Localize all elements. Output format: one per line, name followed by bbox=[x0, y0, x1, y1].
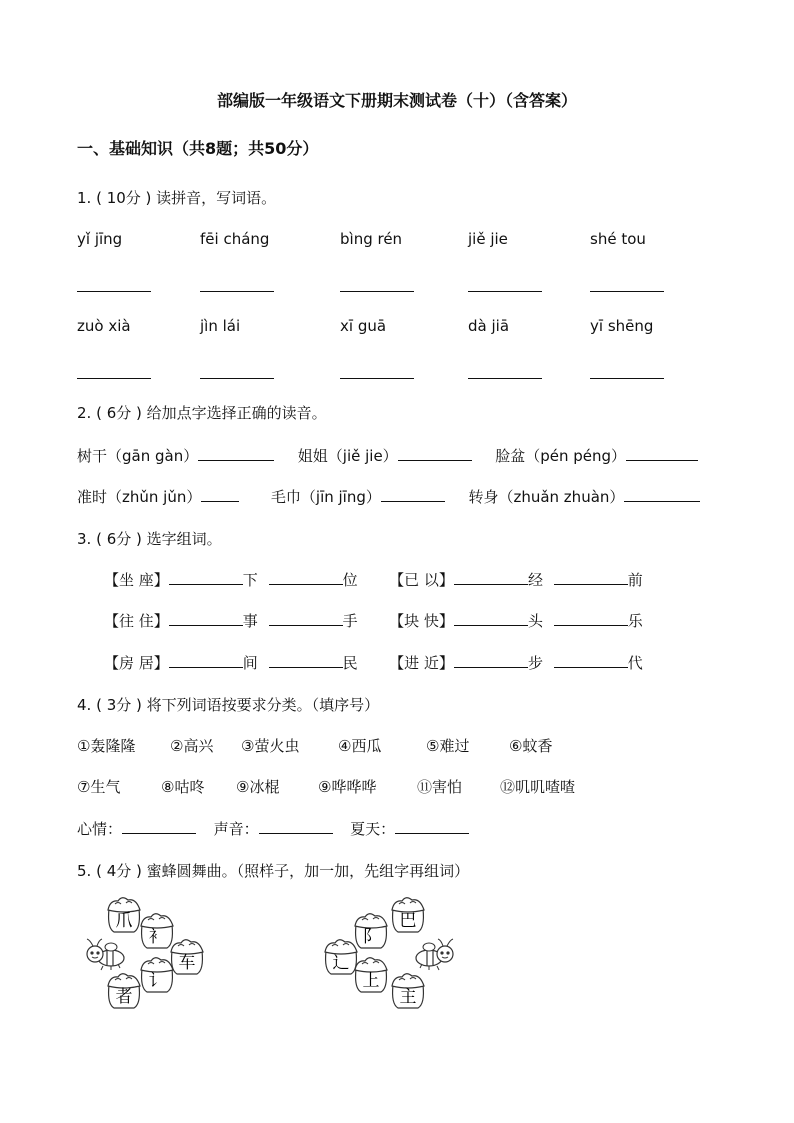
answer-blank[interactable] bbox=[554, 653, 628, 668]
word-item: ⑪害怕 bbox=[417, 778, 463, 796]
word-item: ②高兴 bbox=[170, 737, 214, 755]
question-1-label: 1. ( 10分 ) 读拼音，写词语。 bbox=[77, 189, 277, 207]
word-part: 前 bbox=[627, 571, 643, 589]
pinyin: xī guā bbox=[340, 317, 387, 335]
word-item: ⑨哗哗哗 bbox=[318, 778, 377, 796]
question-5-label: 5. ( 4分 ) 蜜蜂圆舞曲。（照样子，加一加，先组字再组词） bbox=[77, 862, 470, 880]
answer-blank[interactable] bbox=[554, 570, 628, 585]
q3-row bbox=[104, 569, 643, 590]
answer-blank[interactable] bbox=[77, 378, 151, 379]
pinyin: bìng rén bbox=[340, 230, 403, 248]
choice-key: 【房 居】 bbox=[104, 654, 169, 672]
category-label: 心情： bbox=[77, 820, 123, 838]
answer-blank[interactable] bbox=[169, 653, 243, 668]
q2-row-2 bbox=[77, 486, 700, 507]
pinyin: shé tou bbox=[590, 230, 646, 248]
pot-character: 车 bbox=[178, 953, 196, 973]
q3-row bbox=[104, 610, 643, 631]
pinyin: yī shēng bbox=[590, 317, 654, 335]
answer-blank[interactable] bbox=[169, 570, 243, 585]
answer-blank[interactable] bbox=[269, 570, 343, 585]
page-title: 部编版一年级语文下册期末测试卷（十）（含答案） bbox=[216, 91, 577, 110]
answer-blank[interactable] bbox=[590, 291, 664, 292]
pot-right-3 bbox=[325, 940, 357, 974]
word-part: 间 bbox=[242, 654, 258, 672]
answer-blank[interactable] bbox=[269, 653, 343, 668]
bee-dance-diagram bbox=[75, 890, 475, 1015]
word-part: 事 bbox=[242, 612, 258, 630]
pinyin: dà jiā bbox=[468, 317, 510, 335]
answer-blank[interactable] bbox=[626, 446, 698, 461]
q2-item: 姐姐（jiě jie） bbox=[297, 447, 398, 465]
word-part: 乐 bbox=[627, 612, 643, 630]
word-part: 民 bbox=[342, 654, 358, 672]
answer-blank[interactable] bbox=[122, 819, 196, 834]
answer-blank[interactable] bbox=[269, 611, 343, 626]
answer-blank[interactable] bbox=[454, 570, 528, 585]
section-heading: 一、基础知识（共8题；共50分） bbox=[77, 139, 319, 158]
answer-blank[interactable] bbox=[468, 291, 542, 292]
answer-blank[interactable] bbox=[624, 487, 700, 502]
word-part: 位 bbox=[342, 571, 358, 589]
pot-character: 爪 bbox=[115, 911, 133, 931]
pot-character: 巴 bbox=[399, 911, 417, 931]
word-part: 经 bbox=[527, 571, 543, 589]
word-item: ④西瓜 bbox=[338, 737, 382, 755]
word-item: ①轰隆隆 bbox=[77, 737, 136, 755]
q2-row-1 bbox=[77, 445, 698, 466]
word-item: ⑦生气 bbox=[77, 778, 121, 796]
pot-left-2 bbox=[141, 914, 173, 948]
pot-character: 讠 bbox=[148, 971, 166, 991]
answer-blank[interactable] bbox=[381, 487, 445, 502]
pinyin: fēi cháng bbox=[200, 230, 270, 248]
pot-character: 衤 bbox=[148, 927, 166, 947]
pot-character: 主 bbox=[399, 987, 417, 1007]
answer-blank[interactable] bbox=[259, 819, 333, 834]
q3-row bbox=[104, 652, 643, 673]
answer-blank[interactable] bbox=[395, 819, 469, 834]
bee-right bbox=[416, 939, 453, 970]
pot-left-4 bbox=[141, 958, 173, 992]
pinyin: yǐ jīng bbox=[77, 230, 123, 248]
answer-blank[interactable] bbox=[340, 291, 414, 292]
choice-key: 【已 以】 bbox=[389, 571, 454, 589]
answer-blank[interactable] bbox=[590, 378, 664, 379]
pot-left-3 bbox=[171, 940, 203, 974]
question-3-label: 3. ( 6分 ) 选字组词。 bbox=[77, 530, 222, 548]
answer-blank[interactable] bbox=[454, 611, 528, 626]
word-item: ⑨冰棍 bbox=[236, 778, 280, 796]
q4-categories bbox=[77, 818, 469, 839]
choice-key: 【进 近】 bbox=[389, 654, 454, 672]
category-label: 声音： bbox=[213, 820, 259, 838]
q2-item: 脸盆（pén péng） bbox=[495, 447, 627, 465]
word-part: 代 bbox=[627, 654, 643, 672]
pot-right-1 bbox=[392, 898, 424, 932]
word-item: ⑫叽叽喳喳 bbox=[500, 778, 576, 796]
answer-blank[interactable] bbox=[398, 446, 472, 461]
question-4-label: 4. ( 3分 ) 将下列词语按要求分类。（填序号） bbox=[77, 696, 380, 714]
q2-item: 毛巾（jīn jīng） bbox=[270, 488, 381, 506]
word-item: ⑧咕咚 bbox=[161, 778, 205, 796]
pot-character: 上 bbox=[362, 971, 380, 991]
choice-key: 【坐 座】 bbox=[104, 571, 169, 589]
bee-left bbox=[87, 939, 124, 970]
q2-item: 转身（zhuǎn zhuàn） bbox=[468, 488, 625, 506]
answer-blank[interactable] bbox=[554, 611, 628, 626]
pinyin: zuò xià bbox=[77, 317, 131, 335]
pot-character: 辶 bbox=[332, 953, 350, 973]
pot-left-1 bbox=[108, 898, 140, 932]
answer-blank[interactable] bbox=[200, 378, 274, 379]
answer-blank[interactable] bbox=[169, 611, 243, 626]
word-part: 头 bbox=[527, 612, 543, 630]
choice-key: 【往 住】 bbox=[104, 612, 169, 630]
answer-blank[interactable] bbox=[77, 291, 151, 292]
choice-key: 【块 快】 bbox=[389, 612, 454, 630]
word-part: 步 bbox=[527, 654, 543, 672]
answer-blank[interactable] bbox=[198, 446, 274, 461]
word-part: 手 bbox=[342, 612, 358, 630]
word-item: ⑤难过 bbox=[426, 737, 470, 755]
word-part: 下 bbox=[242, 571, 258, 589]
pinyin: jiě jie bbox=[468, 230, 508, 248]
answer-blank[interactable] bbox=[201, 487, 239, 502]
pinyin: jìn lái bbox=[200, 317, 241, 335]
word-item: ③萤火虫 bbox=[241, 737, 300, 755]
q2-item: 树干（gān gàn） bbox=[77, 447, 199, 465]
answer-blank[interactable] bbox=[454, 653, 528, 668]
answer-blank[interactable] bbox=[340, 378, 414, 379]
category-label: 夏天： bbox=[350, 820, 396, 838]
pot-character: 阝 bbox=[362, 927, 380, 947]
answer-blank[interactable] bbox=[468, 378, 542, 379]
answer-blank[interactable] bbox=[200, 291, 274, 292]
pot-right-2 bbox=[355, 914, 387, 948]
q2-item: 准时（zhǔn jǔn） bbox=[77, 488, 202, 506]
pot-left-5 bbox=[108, 974, 140, 1008]
pot-right-5 bbox=[392, 974, 424, 1008]
pot-character: 者 bbox=[115, 987, 133, 1007]
word-item: ⑥蚊香 bbox=[509, 737, 553, 755]
question-2-label: 2. ( 6分 ) 给加点字选择正确的读音。 bbox=[77, 404, 327, 422]
pot-right-4 bbox=[355, 958, 387, 992]
